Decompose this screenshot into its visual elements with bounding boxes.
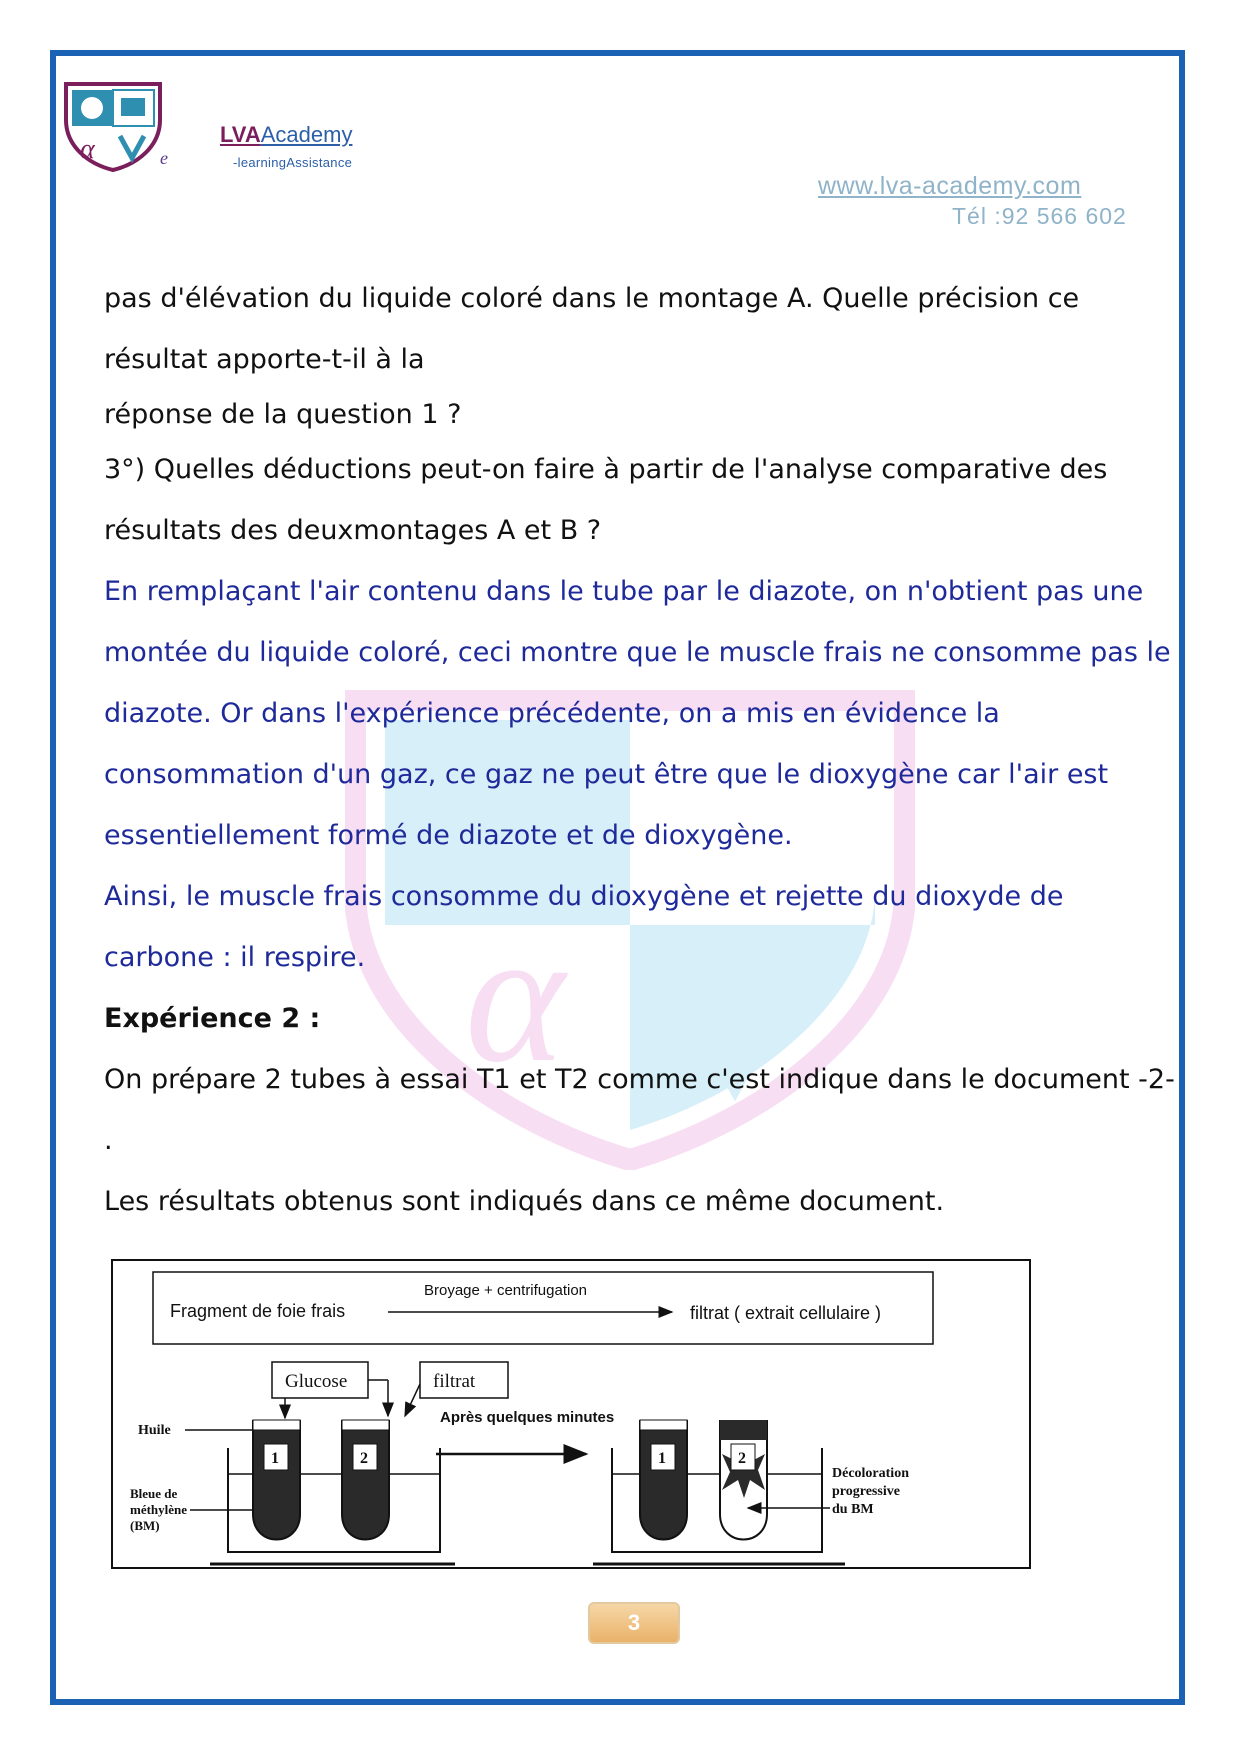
question-3: 3°) Quelles déductions peut-on faire à partir de l'analyse comparative des xyxy=(104,454,1108,485)
svg-text:1: 1 xyxy=(658,1450,666,1467)
oil-label: Huile xyxy=(138,1423,171,1438)
section-heading: Expérience 2 : xyxy=(104,1003,321,1034)
svg-text:α: α xyxy=(80,134,95,165)
academy-logo xyxy=(58,80,168,172)
after-label: Après quelques minutes xyxy=(440,1409,615,1426)
brand-academy: Academy xyxy=(260,122,353,147)
text-line: pas d'élévation du liquide coloré dans le montage A. Quelle précision ce xyxy=(104,283,1080,314)
text-line: résultats des deuxmontages A et B ? xyxy=(104,515,602,546)
phone-number: Tél :92 566 602 xyxy=(952,203,1127,229)
text-line: . xyxy=(104,1125,113,1156)
tube-2-label: 2 xyxy=(360,1450,368,1467)
bm-label-2: méthylène xyxy=(130,1502,188,1517)
brand-tagline: -learningAssistance xyxy=(233,155,353,170)
answer-line: Ainsi, le muscle frais consomme du dioxygène et rejette du dioxyde de xyxy=(104,881,1064,912)
experiment-diagram xyxy=(110,1258,1032,1570)
answer-line: essentiellement formé de diazote et de dioxygène. xyxy=(104,820,793,851)
brand-name xyxy=(220,122,352,148)
bm-label-3: (BM) xyxy=(130,1518,160,1533)
decolor-label-3: du BM xyxy=(832,1502,874,1517)
logo-letter: e xyxy=(160,148,168,168)
answer-line: carbone : il respire. xyxy=(104,942,366,973)
page-number: 3 xyxy=(588,1602,680,1644)
body-text xyxy=(104,276,1174,1240)
decolor-label-1: Décoloration xyxy=(832,1466,909,1481)
brand-lva: LVA xyxy=(220,122,261,147)
fragment-label: Fragment de foie frais xyxy=(170,1301,346,1321)
decolor-label-2: progressive xyxy=(832,1484,900,1499)
svg-text:2: 2 xyxy=(738,1450,746,1467)
answer-line: montée du liquide coloré, ceci montre que le muscle frais ne consomme pas le xyxy=(104,637,1171,668)
glucose-label: Glucose xyxy=(285,1371,348,1392)
process-label: Broyage + centrifugation xyxy=(424,1282,588,1299)
filtrate-label: filtrat ( extrait cellulaire ) xyxy=(690,1303,882,1323)
text-line: résultat apporte-t-il à la xyxy=(104,344,425,375)
answer-line: consommation d'un gaz, ce gaz ne peut être que le dioxygène car l'air est xyxy=(104,759,1109,790)
bm-label-1: Bleue de xyxy=(130,1486,178,1501)
filtrat-label: filtrat xyxy=(433,1371,476,1392)
text-line: On prépare 2 tubes à essai T1 et T2 comme c'est indique dans le document -2- xyxy=(104,1064,1175,1095)
website-link[interactable]: www.lva-academy.com xyxy=(818,172,1082,200)
svg-text:α: α xyxy=(465,892,565,1102)
answer-line: En remplaçant l'air contenu dans le tube par le diazote, on n'obtient pas une xyxy=(104,576,1144,607)
tube-1-label: 1 xyxy=(271,1450,279,1467)
text-line: Les résultats obtenus sont indiqués dans ce même document. xyxy=(104,1186,945,1217)
text-line: réponse de la question 1 ? xyxy=(104,399,462,430)
answer-line: diazote. Or dans l'expérience précédente, on a mis en évidence la xyxy=(104,698,1000,729)
